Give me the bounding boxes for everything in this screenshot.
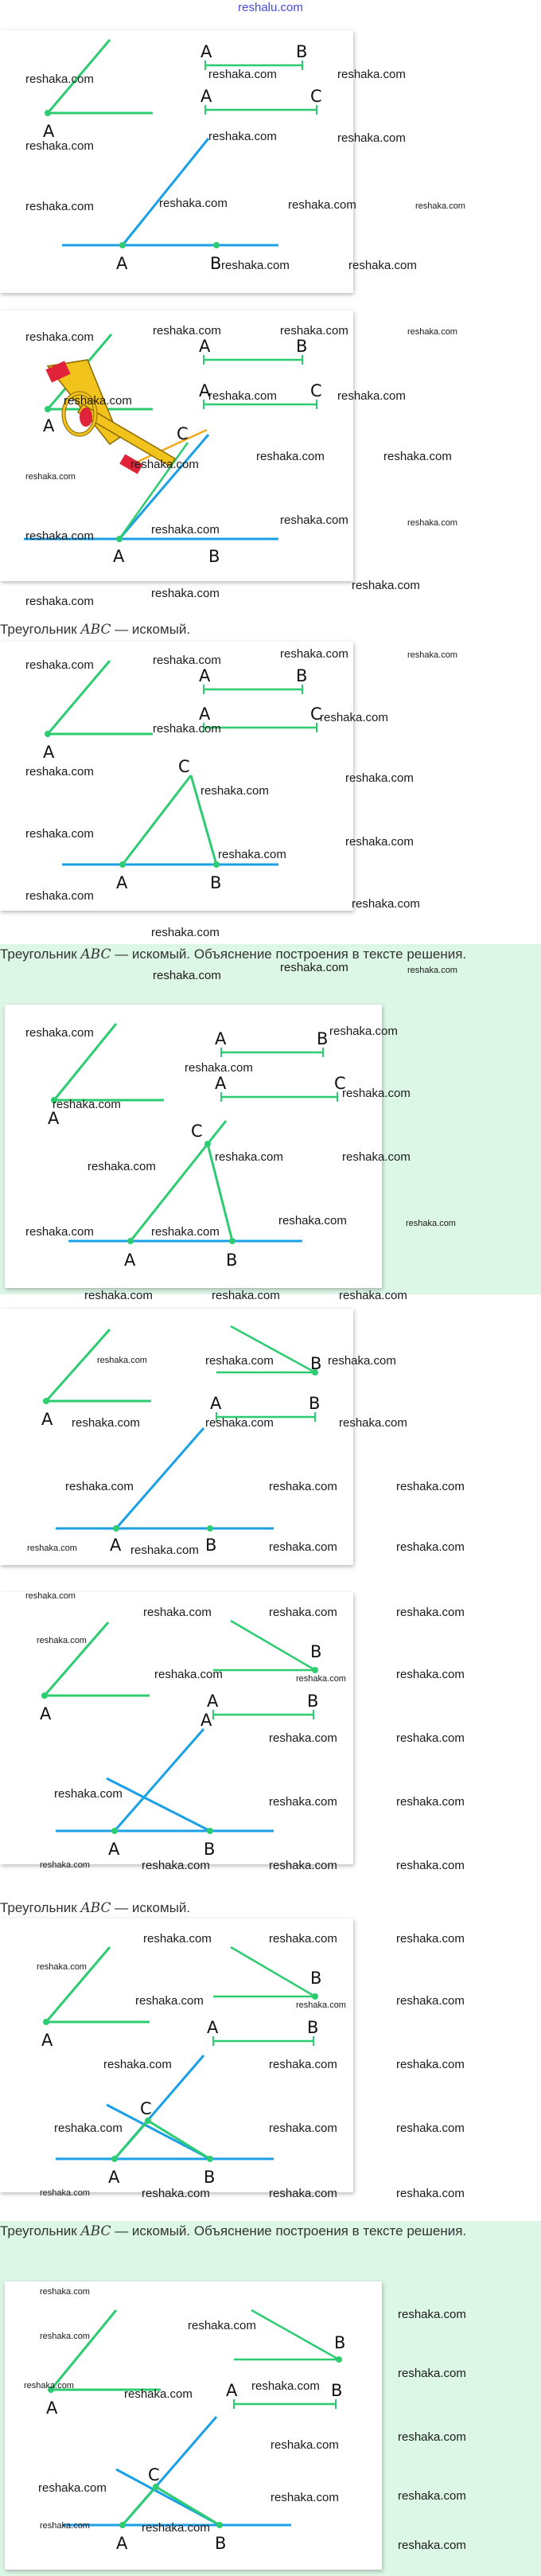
construction-mark: [43, 2019, 49, 2025]
label-a: A: [41, 2031, 53, 2050]
construction-mark: [119, 242, 126, 248]
construction-mark: [111, 1828, 118, 1834]
label-a: A: [46, 2398, 58, 2418]
watermark: reshaka.com: [27, 1544, 77, 1553]
construction-mark: [43, 1398, 49, 1404]
site-name[interactable]: reshalu.com: [238, 1, 303, 14]
watermark: reshaka.com: [270, 2491, 339, 2504]
label-b: B: [334, 2333, 346, 2352]
construction-mark: [123, 775, 191, 865]
watermark: reshaka.com: [269, 1859, 337, 1872]
watermark: reshaka.com: [54, 1787, 123, 1801]
construction-mark: [127, 1238, 134, 1244]
label-a: A: [124, 1251, 136, 1270]
construction-mark: [46, 1947, 110, 2022]
construction-mark: [123, 2487, 156, 2525]
label-b: B: [296, 42, 308, 61]
label-a: A: [116, 254, 128, 273]
watermark: reshaka.com: [25, 529, 94, 543]
figure-5-drawing: [0, 1309, 353, 1565]
label-c: C: [310, 704, 322, 724]
figure-6-drawing: [0, 1592, 353, 1864]
watermark: reshaka.com: [396, 1540, 465, 1554]
watermark: reshaka.com: [269, 1731, 337, 1745]
watermark: reshaka.com: [53, 1098, 121, 1111]
watermark: reshaka.com: [151, 1225, 220, 1239]
watermark: reshaka.com: [25, 139, 94, 153]
label-b: B: [296, 666, 308, 685]
watermark: reshaka.com: [407, 650, 457, 660]
watermark: reshaka.com: [218, 848, 286, 861]
label-b: B: [317, 1029, 329, 1048]
watermark: reshaka.com: [64, 394, 132, 408]
label-b: B: [296, 337, 308, 356]
result-caption: Треугольник ABC — искомый.: [0, 622, 191, 638]
watermark: reshaka.com: [269, 2187, 337, 2200]
construction-mark: [213, 861, 220, 868]
watermark: reshaka.com: [270, 2438, 339, 2452]
result-caption: Треугольник ABC — искомый.: [0, 1900, 191, 1916]
construction-mark: [45, 406, 51, 412]
watermark: reshaka.com: [383, 450, 452, 463]
watermark: reshaka.com: [329, 1025, 398, 1038]
label-b: B: [309, 1394, 321, 1413]
watermark: reshaka.com: [37, 1636, 87, 1645]
watermark: reshaka.com: [342, 1087, 411, 1100]
watermark: reshaka.com: [320, 711, 388, 724]
watermark: reshaka.com: [396, 2187, 465, 2200]
watermark: reshaka.com: [269, 1480, 337, 1493]
watermark: reshaka.com: [38, 2481, 107, 2495]
figure-panel-4: [5, 961, 457, 1302]
label-a: A: [210, 1394, 222, 1413]
watermark: reshaka.com: [200, 784, 269, 798]
watermark: reshaka.com: [269, 1932, 337, 1946]
watermark: reshaka.com: [37, 1962, 87, 1972]
watermark: reshaka.com: [337, 389, 406, 403]
figure-panel-8: [5, 2281, 466, 2570]
watermark: reshaka.com: [345, 771, 414, 785]
construction-mark: [145, 2117, 151, 2124]
watermark: reshaka.com: [130, 1544, 199, 1557]
watermark: reshaka.com: [65, 1480, 134, 1493]
watermark: reshaka.com: [215, 1150, 283, 1164]
watermark: reshaka.com: [143, 1932, 212, 1946]
construction-mark: [207, 1525, 213, 1532]
watermark: reshaka.com: [398, 2539, 466, 2552]
label-c: C: [334, 1074, 346, 1093]
watermark: reshaka.com: [40, 2287, 90, 2297]
construction-mark: [336, 2356, 342, 2363]
watermark: reshaka.com: [398, 2367, 466, 2380]
label-a: A: [43, 122, 55, 141]
watermark: reshaka.com: [269, 1540, 337, 1554]
watermark: reshaka.com: [72, 1416, 140, 1430]
watermark: reshaka.com: [339, 1289, 407, 1302]
label-a: A: [40, 1704, 52, 1723]
watermark: reshaka.com: [153, 969, 221, 982]
construction-mark: [119, 861, 126, 868]
construction-mark: [213, 242, 220, 248]
label-b: B: [310, 1642, 322, 1661]
figure-panel-3: [0, 642, 457, 939]
watermark: reshaka.com: [407, 518, 457, 528]
label-c: C: [191, 1122, 203, 1141]
construction-mark: [148, 2121, 210, 2159]
watermark: reshaka.com: [143, 1606, 212, 1619]
label-c: C: [310, 87, 322, 106]
construction-mark: [312, 1667, 318, 1673]
watermark: reshaka.com: [124, 2387, 193, 2401]
label-a: A: [200, 1711, 212, 1730]
label-c: C: [178, 757, 190, 776]
label-a: A: [116, 873, 128, 892]
construction-mark: [113, 1525, 119, 1532]
watermark: reshaka.com: [151, 587, 220, 600]
watermark: reshaka.com: [339, 1416, 407, 1430]
watermark: reshaka.com: [269, 1606, 337, 1619]
watermark: reshaka.com: [352, 579, 420, 592]
watermark: reshaka.com: [185, 1061, 253, 1075]
watermark: reshaka.com: [151, 523, 220, 537]
watermark: reshaka.com: [25, 200, 94, 213]
label-c: C: [140, 2099, 152, 2118]
watermark: reshaka.com: [407, 327, 457, 337]
construction-mark: [207, 2156, 213, 2162]
watermark: reshaka.com: [398, 2430, 466, 2444]
watermark: reshaka.com: [396, 2121, 465, 2135]
watermark: reshaka.com: [25, 658, 94, 672]
watermark: reshaka.com: [396, 1932, 465, 1946]
watermark: reshaka.com: [280, 961, 348, 974]
watermark: reshaka.com: [142, 2521, 210, 2535]
label-b: B: [226, 1251, 238, 1270]
watermark: reshaka.com: [153, 722, 221, 736]
label-b: B: [307, 1692, 319, 1711]
construction-mark: [119, 2522, 126, 2528]
watermark: reshaka.com: [396, 1859, 465, 1872]
watermark: reshaka.com: [269, 2121, 337, 2135]
watermark: reshaka.com: [396, 1606, 465, 1619]
watermark: reshaka.com: [25, 827, 94, 841]
watermark: reshaka.com: [24, 2381, 74, 2391]
watermark: reshaka.com: [208, 68, 277, 81]
label-b: B: [210, 873, 222, 892]
watermark: reshaka.com: [398, 2308, 466, 2321]
watermark: reshaka.com: [278, 1214, 347, 1228]
label-b: B: [310, 1969, 322, 1988]
watermark: reshaka.com: [88, 1160, 156, 1173]
label-a: A: [116, 2534, 128, 2553]
label-a: A: [199, 381, 211, 400]
label-a: A: [199, 337, 211, 356]
site-header[interactable]: [0, 0, 541, 18]
watermark: reshaka.com: [337, 131, 406, 145]
watermark: reshaka.com: [40, 2188, 90, 2198]
watermark: reshaka.com: [269, 2058, 337, 2071]
watermark: reshaka.com: [208, 389, 277, 403]
watermark: reshaka.com: [188, 2319, 256, 2332]
watermark: reshaka.com: [415, 201, 465, 211]
watermark: reshaka.com: [280, 324, 348, 338]
label-b: B: [205, 1536, 217, 1555]
watermark: reshaka.com: [396, 1994, 465, 2008]
watermark: reshaka.com: [103, 2058, 172, 2071]
watermark: reshaka.com: [251, 2379, 320, 2393]
label-b: B: [307, 2018, 319, 2037]
label-a: A: [43, 416, 55, 435]
watermark: reshaka.com: [396, 1795, 465, 1809]
construction-mark: [111, 2156, 118, 2162]
label-a: A: [199, 666, 211, 685]
label-b: B: [204, 1840, 216, 1859]
watermark: reshaka.com: [296, 2000, 346, 2010]
label-a: A: [108, 2168, 120, 2187]
watermark: reshaka.com: [296, 1674, 346, 1684]
watermark: reshaka.com: [40, 2332, 90, 2341]
construction-mark: [130, 1121, 226, 1241]
construction-mark: [41, 1692, 48, 1699]
construction-mark: [229, 1238, 235, 1244]
construction-mark: [45, 110, 51, 116]
watermark: reshaka.com: [337, 68, 406, 81]
figure-panel-2: [0, 310, 457, 608]
construction-mark: [80, 408, 92, 427]
watermark: reshaka.com: [25, 889, 94, 903]
label-a: A: [108, 1840, 120, 1859]
watermark: reshaka.com: [54, 2121, 123, 2135]
label-a: A: [199, 704, 211, 724]
watermark: reshaka.com: [396, 1731, 465, 1745]
watermark: reshaka.com: [25, 72, 94, 86]
watermark: reshaka.com: [159, 197, 228, 210]
construction-mark: [216, 2522, 223, 2528]
watermark: reshaka.com: [97, 1356, 147, 1365]
watermark: reshaka.com: [280, 647, 348, 661]
construction-mark: [46, 1329, 110, 1401]
construction-mark: [204, 1141, 211, 1147]
figure-panel-7: [0, 1918, 465, 2200]
watermark: reshaka.com: [153, 324, 221, 338]
watermark: reshaka.com: [352, 897, 420, 911]
label-b: B: [215, 2534, 227, 2553]
watermark: reshaka.com: [256, 450, 325, 463]
figure-4-drawing: [5, 1005, 382, 1288]
watermark: reshaka.com: [396, 1668, 465, 1681]
label-c: C: [177, 424, 189, 443]
watermark: reshaka.com: [154, 1668, 223, 1681]
label-a: A: [200, 87, 212, 106]
watermark: reshaka.com: [135, 1994, 204, 2008]
label-b: B: [310, 1354, 322, 1373]
label-a: A: [226, 2381, 238, 2400]
construction-mark: [156, 2487, 220, 2525]
construction-mark: [251, 2310, 339, 2359]
watermark: reshaka.com: [406, 1219, 456, 1228]
figure-panel-5: [0, 1309, 465, 1565]
label-a: A: [200, 42, 212, 61]
watermark: reshaka.com: [151, 926, 220, 939]
label-a: A: [41, 1410, 53, 1429]
watermark: reshaka.com: [25, 765, 94, 779]
construction-mark: [116, 536, 123, 542]
label-a: A: [207, 1692, 219, 1711]
watermark: reshaka.com: [396, 2058, 465, 2071]
watermark: reshaka.com: [288, 198, 356, 212]
construction-mark: [45, 731, 51, 737]
label-c: C: [148, 2465, 160, 2484]
label-b: B: [331, 2381, 343, 2400]
label-a: A: [215, 1074, 227, 1093]
watermark: reshaka.com: [205, 1354, 274, 1368]
label-b: B: [210, 254, 222, 273]
watermark: reshaka.com: [342, 1150, 411, 1164]
label-a: A: [215, 1029, 227, 1048]
watermark: reshaka.com: [40, 1860, 90, 1870]
watermark: reshaka.com: [221, 259, 290, 272]
label-a: A: [43, 743, 55, 762]
construction-mark: [116, 1428, 204, 1528]
label-c: C: [310, 381, 322, 400]
watermark: reshaka.com: [328, 1354, 396, 1368]
construction-mark: [51, 2310, 116, 2390]
construction-mark: [45, 1622, 108, 1696]
watermark: reshaka.com: [212, 1289, 280, 1302]
watermark: reshaka.com: [280, 513, 348, 527]
result-explanation-caption: Треугольник ABC — искомый. Объяснение построения в тексте решения.: [0, 946, 467, 962]
label-b: B: [208, 547, 220, 566]
watermark: reshaka.com: [396, 1480, 465, 1493]
watermark: reshaka.com: [25, 1591, 76, 1601]
watermark: reshaka.com: [269, 1795, 337, 1809]
construction-mark: [207, 1828, 213, 1834]
watermark: reshaka.com: [25, 472, 76, 482]
watermark: reshaka.com: [25, 330, 94, 344]
result-explanation-caption: Треугольник ABC — искомый. Объяснение построения в тексте решения.: [0, 2223, 467, 2239]
figure-panel-1: [0, 30, 465, 293]
watermark: reshaka.com: [130, 458, 199, 471]
construction-mark: [123, 139, 208, 245]
construction-mark: [231, 1621, 315, 1670]
watermark: reshaka.com: [25, 595, 94, 608]
figure-7-drawing: [0, 1918, 353, 2192]
watermark: reshaka.com: [142, 1859, 210, 1872]
label-b: B: [204, 2168, 216, 2187]
label-a: A: [113, 547, 125, 566]
watermark: reshaka.com: [348, 259, 417, 272]
watermark: reshaka.com: [25, 1026, 94, 1040]
label-a: A: [48, 1109, 60, 1128]
construction-mark: [115, 1729, 204, 1831]
watermark: reshaka.com: [407, 966, 457, 975]
watermark: reshaka.com: [84, 1289, 153, 1302]
label-a: A: [110, 1536, 122, 1555]
watermark: reshaka.com: [40, 2521, 90, 2531]
watermark: reshaka.com: [153, 654, 221, 667]
figure-1-drawing: [0, 30, 353, 293]
watermark: reshaka.com: [398, 2489, 466, 2503]
construction-mark: [312, 1993, 318, 2000]
figure-panel-6: [0, 1591, 465, 1872]
watermark: reshaka.com: [205, 1416, 274, 1430]
watermark: reshaka.com: [25, 1225, 94, 1239]
construction-mark: [153, 2484, 159, 2490]
construction-mark: [231, 1947, 315, 1996]
watermark: reshaka.com: [142, 2187, 210, 2200]
watermark: reshaka.com: [208, 130, 277, 143]
watermark: reshaka.com: [345, 835, 414, 849]
label-a: A: [207, 2018, 219, 2037]
